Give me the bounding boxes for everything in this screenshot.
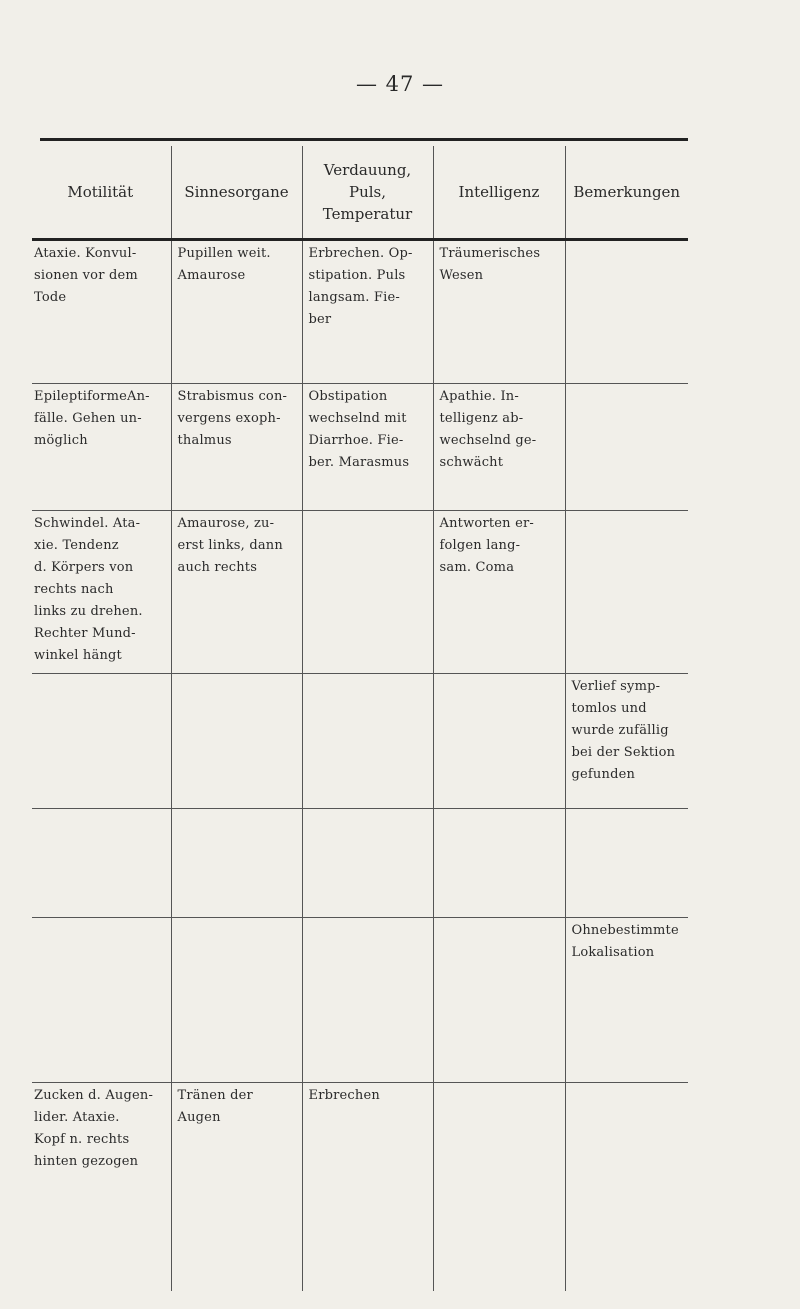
header-bemerkungen: Bemerkungen: [565, 146, 688, 240]
table-cell: [171, 809, 302, 918]
table-cell: Antworten er- folgen lang- sam. Coma: [433, 511, 565, 674]
table-header-row: [32, 146, 688, 240]
header-sinnesorgane: Sinnesorgane: [171, 146, 302, 240]
table-cell: [565, 809, 688, 918]
table-cell: Träumerisches Wesen: [433, 240, 565, 384]
table-row: [32, 1083, 688, 1292]
table-cell: [32, 674, 171, 809]
table-cell: Erbrechen. Op- stipation. Puls langsam. Fie- ber: [302, 240, 433, 384]
header-intelligenz: Intelligenz: [433, 146, 565, 240]
header-motilitaet: Motilität: [32, 146, 171, 240]
table-row: [32, 674, 688, 809]
table-cell: Amaurose, zu- erst links, dann auch rechts: [171, 511, 302, 674]
top-rule: [40, 138, 688, 141]
table-cell: [565, 240, 688, 384]
table-cell: Obstipation wechselnd mit Diarrhoe. Fie- ber. Marasmus: [302, 384, 433, 511]
table-cell: [433, 918, 565, 1083]
table-cell: Zucken d. Augen- lider. Ataxie. Kopf n. rechts hinten gezogen: [34, 1088, 154, 1169]
table-row: [32, 511, 688, 674]
table-cell: Tränen der Augen: [171, 1083, 302, 1292]
table-cell: [32, 918, 171, 1083]
table-row: [32, 809, 688, 918]
table-cell: [433, 674, 565, 809]
symptom-table: [32, 146, 688, 1291]
table-cell: Ataxie. Konvul- sionen vor dem Tode: [32, 240, 171, 384]
table-cell: Verlief symp- tomlos und wurde zufällig bei der Sektion gefunden: [565, 674, 688, 809]
table-cell: [302, 809, 433, 918]
table-cell: Apathie. In- telligenz ab- wechselnd ge- schwächt: [433, 384, 565, 511]
table-cell: Schwindel. Ata- xie. Tendenz d. Körpers von rechts nach links zu drehen. Rechter Mund- winkel hängt: [32, 511, 171, 674]
table-cell: [32, 809, 171, 918]
table-cell: [302, 918, 433, 1083]
table-cell: [565, 1083, 688, 1292]
table-cell: Pupillen weit. Amaurose: [171, 240, 302, 384]
header-verdauung: Verdauung, Puls, Temperatur: [302, 146, 433, 240]
table-cell: [433, 1083, 565, 1292]
table-cell: [433, 809, 565, 918]
table-cell: [565, 384, 688, 511]
table-cell: [302, 511, 433, 674]
table-row: [32, 240, 688, 384]
table-cell: [171, 674, 302, 809]
table-cell: [171, 918, 302, 1083]
table-cell: Ohnebestimmte Lokalisation: [565, 918, 688, 1083]
table-cell: [302, 674, 433, 809]
table-row: [32, 918, 688, 1083]
table-cell: [565, 511, 688, 674]
table-cell: Strabismus con- vergens exoph- thalmus: [171, 384, 302, 511]
table-cell: Erbrechen: [302, 1083, 433, 1292]
table-cell: EpileptiformeAn- fälle. Gehen un- möglich: [32, 384, 171, 511]
page-number: — 47 —: [355, 72, 445, 96]
table-row: [32, 384, 688, 511]
